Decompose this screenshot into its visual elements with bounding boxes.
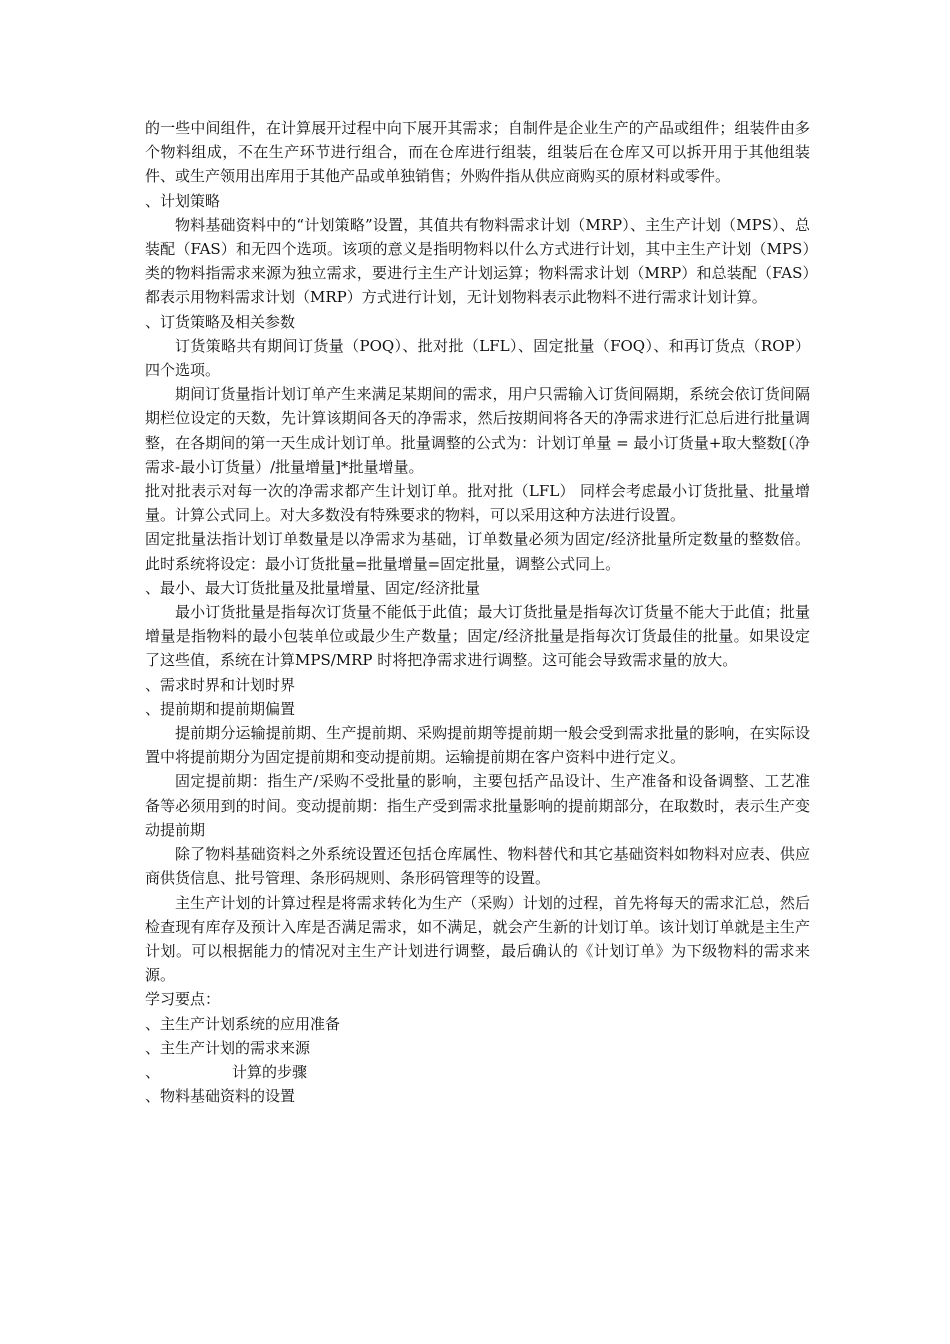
- paragraph-order-strategy-options: 订货策略共有期间订货量（POQ）、批对批（LFL）、固定批量（FOQ）、和再订货点（ROP）四个选项。: [145, 336, 810, 380]
- paragraph-lead-time: 提前期分运输提前期、生产提前期、采购提前期等提前期一般会受到需求批量的影响，在实际设置中将提前期分为固定提前期和变动提前期。运输提前期在客户资料中进行定义。: [145, 724, 810, 767]
- section-heading-lead-time: 、提前期和提前期偏置: [145, 699, 296, 718]
- section-heading-batch-size: 、最小、最大订货批量及批量增量、固定/经济批量: [145, 578, 481, 597]
- paragraph-planning-strategy: 物料基础资料中的“计划策略”设置，其值共有物料需求计划（MRP）、主生产计划（MPS）、总装配（FAS）和无四个选项。该项的意义是指明物料以什么方式进行计划，其中主生产计划（MPS）类的物料指需求来源为独立需求，要进行主生产计划运算；物料需求计划（MRP）和总装配（FAS）都表示用物料需求计划（MRP）方式进行计划，无计划物料表示此物料不进行需求计划计算。: [145, 215, 810, 307]
- learning-points-title: 学习要点：: [145, 990, 221, 1009]
- list-item-text: 计算的步骤: [232, 1062, 308, 1081]
- paragraph-1: 的一些中间组件，在计算展开过程中向下展开其需求；自制件是企业生产的产品或组件；组装件由多个物料组成，不在生产环节进行组合，而在仓库进行组装，组装后在仓库又可以拆开用于其他组装件、或生产领用出库用于其他产品或单独销售；外购件指从供应商购买的原材料或零件。: [145, 119, 810, 186]
- section-heading-order-strategy: 、订货策略及相关参数: [145, 312, 296, 331]
- document-page: [145, 116, 810, 1108]
- list-bullet: 、: [145, 1062, 161, 1081]
- list-item: [145, 1012, 810, 1036]
- paragraph-mps-process: 主生产计划的计算过程是将需求转化为生产（采购）计划的过程，首先将每天的需求汇总，然后检查现有库存及预计入库是否满足需求，如不满足，就会产生新的计划订单。该计划订单就是主生产计划。可以根据能力的情况对主生产计划进行调整，最后确认的《计划订单》为下级物料的需求来源。: [145, 893, 810, 985]
- list-bullet: 、: [145, 1087, 161, 1106]
- list-item: [145, 1036, 810, 1060]
- section-heading-planning-strategy: 、计划策略: [145, 191, 221, 210]
- list-item: [145, 1084, 810, 1108]
- list-bullet: 、: [145, 1038, 161, 1057]
- paragraph-other-settings: 除了物料基础资料之外系统设置还包括仓库属性、物料替代和其它基础资料如物料对应表、供应商供货信息、批号管理、条形码规则、条形码管理等的设置。: [145, 845, 810, 888]
- paragraph-batch-size: 最小订货批量是指每次订货量不能低于此值；最大订货批量是指每次订货量不能大于此值；批量增量是指物料的最小包装单位或最少生产数量；固定/经济批量是指每次订货最佳的批量。如果设定了这些值，系统在计算MPS/MRP 时将把净需求进行调整。这可能会导致需求量的放大。: [145, 603, 810, 670]
- paragraph-foq: 固定批量法指计划订单数量是以净需求为基础，订单数量必须为固定/经济批量所定数量的整数倍。此时系统将设定：最小订货批量=批量增量=固定批量，调整公式同上。: [145, 530, 810, 573]
- list-item-text: 主生产计划的需求来源: [160, 1038, 311, 1057]
- paragraph-lfl: 批对批表示对每一次的净需求都产生计划订单。批对批（LFL） 同样会考虑最小订货批量、批量增量。计算公式同上。对大多数没有特殊要求的物料，可以采用这种方法进行设置。: [145, 482, 810, 525]
- section-heading-time-fence: 、需求时界和计划时界: [145, 675, 296, 694]
- paragraph-fixed-lead-time: 固定提前期：指生产/采购不受批量的影响，主要包括产品设计、生产准备和设备调整、工艺准备等必须用到的时间。变动提前期：指生产受到需求批量影响的提前期部分，在取数时，表示生产变动提前期: [145, 772, 810, 839]
- list-item: [145, 1060, 810, 1084]
- list-bullet: 、: [145, 1014, 161, 1033]
- paragraph-poq: 期间订货量指计划订单产生来满足某期间的需求，用户只需输入订货间隔期，系统会依订货间隔期栏位设定的天数，先计算该期间各天的净需求，然后按期间将各天的净需求进行汇总后进行批量调整，在各期间的第一天生成计划订单。批量调整的公式为：计划订单量 = 最小订货量+取大整数[（净需求-最小订货量）/批量增量]*批量增量。: [145, 385, 810, 476]
- list-item-text: 物料基础资料的设置: [160, 1087, 296, 1106]
- list-item-text: 主生产计划系统的应用准备: [160, 1014, 341, 1033]
